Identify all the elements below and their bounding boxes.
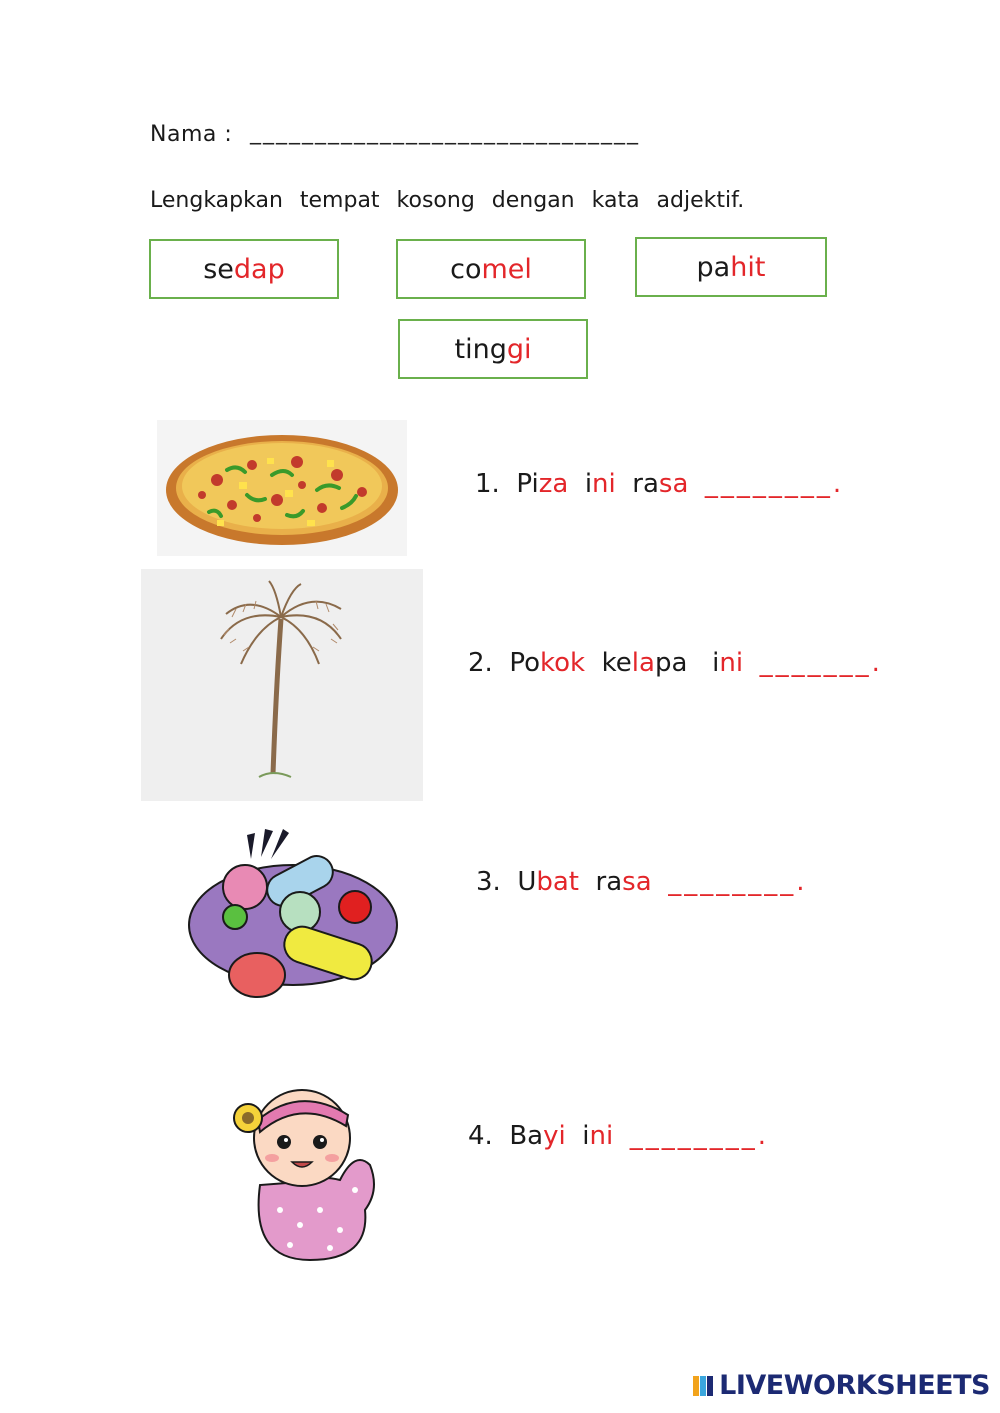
question-1	[475, 469, 844, 499]
q-word-part: i	[582, 1121, 590, 1151]
logo-text: LIVEWORKSHEETS	[719, 1370, 990, 1401]
q-word-part-red: la	[631, 648, 655, 678]
name-label: Nama :	[150, 122, 233, 147]
q-word-part: Po	[509, 648, 541, 678]
liveworksheets-logo	[693, 1370, 990, 1401]
q-word-part: ke	[601, 648, 632, 678]
q-word-part-red: ni	[589, 1121, 614, 1151]
baby-image	[220, 1070, 390, 1265]
word-part-red: dap	[233, 253, 285, 285]
q-word-part-red: za	[538, 469, 569, 499]
q-word-part: Pi	[516, 469, 539, 499]
q-word-part-red: sa	[622, 867, 652, 897]
q-word-part: Ba	[509, 1121, 544, 1151]
question-number: 1.	[475, 469, 500, 499]
question-3	[476, 867, 807, 897]
q-word-part: ra	[632, 469, 659, 499]
question-4	[468, 1121, 769, 1151]
medicine-image	[185, 825, 400, 1005]
word-part: se	[203, 253, 234, 285]
q-word-part: i	[584, 469, 593, 499]
instruction-text: Lengkapkan tempat kosong dengan kata adjektif.	[150, 188, 745, 213]
answer-blank-3[interactable]: ________.	[668, 867, 808, 897]
question-number: 3.	[476, 867, 501, 897]
answer-blank-4[interactable]: ________.	[629, 1121, 770, 1151]
word-card-sedap[interactable]	[149, 239, 339, 299]
q-word-part-red: sa	[658, 469, 689, 499]
q-word-part-red: kok	[540, 648, 586, 678]
pizza-image	[157, 420, 407, 556]
word-part-red: gi	[506, 333, 532, 365]
word-card-pahit[interactable]	[635, 237, 827, 297]
word-card-comel[interactable]	[396, 239, 586, 299]
logo-mark-icon	[693, 1374, 715, 1398]
word-part: ting	[454, 333, 507, 365]
q-word-part: U	[517, 867, 537, 897]
question-number: 4.	[468, 1121, 493, 1151]
q-word-part: ra	[595, 867, 623, 897]
q-word-part-red: ni	[592, 469, 616, 499]
word-part-red: mel	[481, 253, 532, 285]
coconut-tree-image	[141, 569, 423, 801]
question-number: 2.	[468, 648, 493, 678]
word-part: co	[450, 253, 482, 285]
question-2	[468, 648, 883, 678]
q-word-part: pa	[654, 648, 688, 678]
word-part-red: hit	[730, 251, 766, 283]
word-card-tinggi[interactable]	[398, 319, 588, 379]
answer-blank-2[interactable]: _______.	[759, 648, 883, 678]
q-word-part-red: ni	[719, 648, 744, 678]
answer-blank-1[interactable]: ________.	[704, 469, 845, 499]
name-field[interactable]: ______________________________	[250, 120, 640, 145]
q-word-part-red: bat	[536, 867, 580, 897]
word-part: pa	[696, 251, 731, 283]
q-word-part: i	[712, 648, 720, 678]
q-word-part-red: yi	[543, 1121, 566, 1151]
